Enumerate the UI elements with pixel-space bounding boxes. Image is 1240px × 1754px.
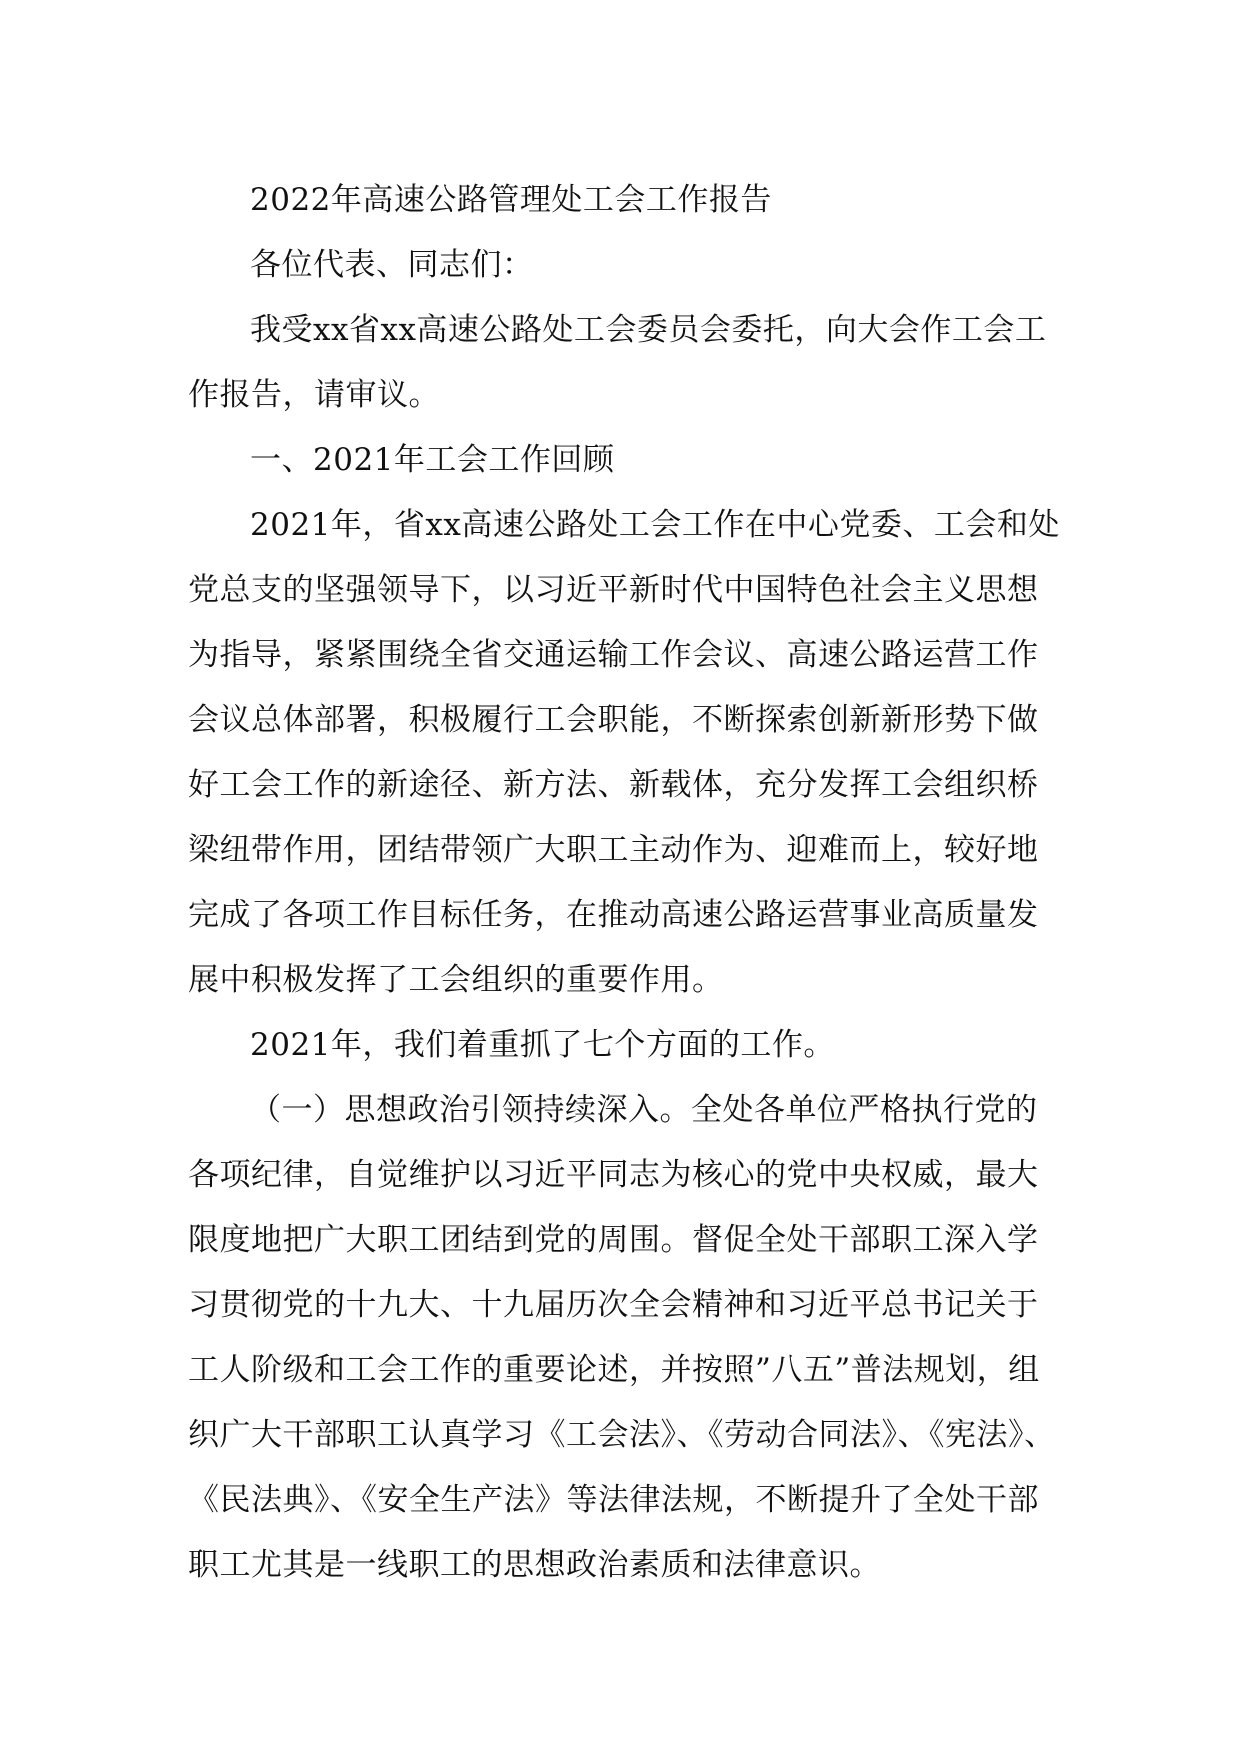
section-heading-1: 一、2021年工会工作回顾 — [250, 442, 615, 478]
body-paragraph: 2021年，我们着重抓了七个方面的工作。 — [250, 1027, 835, 1063]
subsection-paragraph-1: （一）思想政治引领持续深入。全处各单位严格执行党的各项纪律，自觉维护以习近平同志为核心的党中央权威，最大限度地把广大职工团结到党的周围。督促全处干部职工深入学习贯彻党的十九大、十九届历次全会精神和习近平总书记关于工人阶级和工会工作的重要论述，并按照”八五”普法规划，组织广大干部职工认真学习《工会法》、《劳动合同法》、《宪法》、《民法典》、《安全生产法》等法律法规，不断提升了全处干部职工尤其是一线职工的思想政治素质和法律意识。 — [188, 1092, 1056, 1583]
intro-paragraph: 我受xx省xx高速公路处工会委员会委托，向大会作工会工作报告，请审议。 — [188, 312, 1047, 413]
document-body — [188, 168, 1068, 1598]
salutation: 各位代表、同志们： — [250, 247, 534, 283]
document-title: 2022年高速公路管理处工会工作报告 — [250, 182, 772, 218]
body-paragraph: 2021年，省xx高速公路处工会工作在中心党委、工会和处党总支的坚强领导下，以习近平新时代中国特色社会主义思想为指导，紧紧围绕全省交通运输工作会议、高速公路运营工作会议总体部署，积极履行工会职能，不断探索创新新形势下做好工会工作的新途径、新方法、新载体，充分发挥工会组织桥梁纽带作用，团结带领广大职工主动作为、迎难而上，较好地完成了各项工作目标任务，在推动高速公路运营事业高质量发展中积极发挥了工会组织的重要作用。 — [188, 507, 1060, 998]
